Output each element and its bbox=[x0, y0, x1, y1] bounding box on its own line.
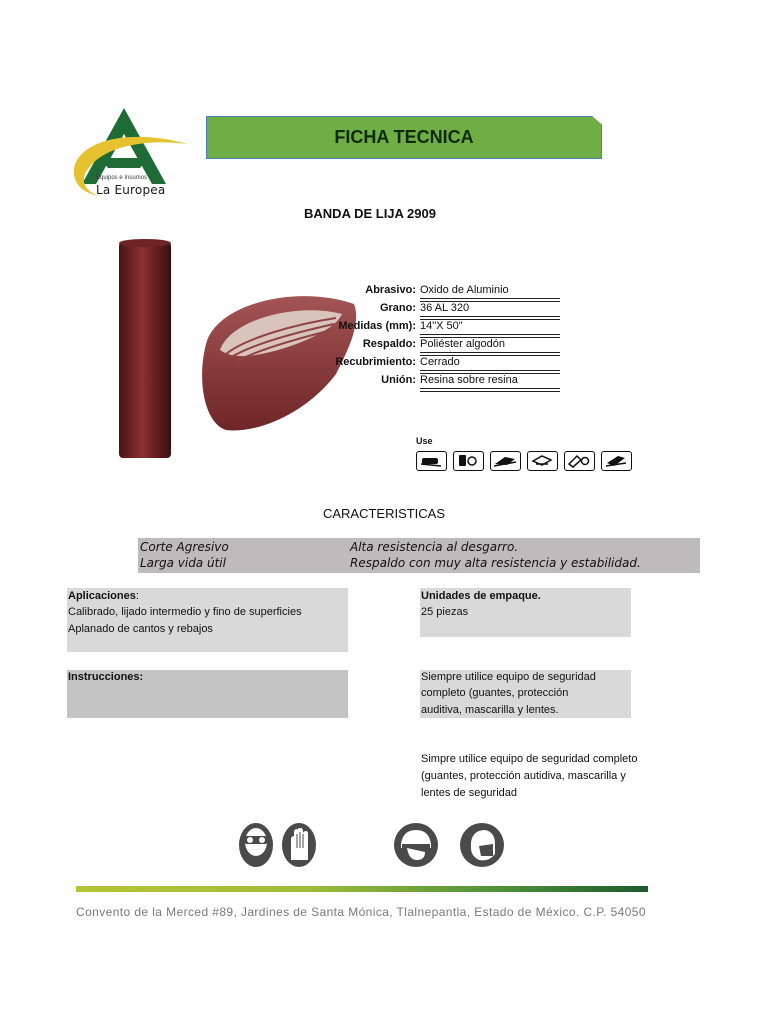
hand-tool-icon bbox=[564, 451, 595, 471]
mask-icon bbox=[459, 822, 505, 868]
gloves-icon bbox=[281, 822, 317, 868]
safety-note-line: (guantes, protección autidiva, mascarilla y bbox=[421, 770, 626, 782]
use-label: Use bbox=[416, 436, 433, 446]
ear-protection-icon bbox=[393, 822, 439, 868]
feature-item: Corte Agresivo bbox=[140, 540, 229, 554]
applications-title: Aplicaciones: bbox=[68, 590, 139, 602]
belt-grinder-icon bbox=[601, 451, 632, 471]
spec-label: Respaldo: bbox=[362, 338, 416, 350]
spec-value: Cerrado bbox=[420, 356, 460, 368]
spec-label: Medidas (mm): bbox=[338, 320, 416, 332]
spec-value: Resina sobre resina bbox=[420, 374, 518, 386]
spec-value: Poliéster algodón bbox=[420, 338, 506, 350]
spec-label: Grano: bbox=[379, 302, 416, 314]
packaging-value: 25 piezas bbox=[421, 606, 469, 618]
spec-divider bbox=[420, 391, 560, 392]
section-title: CARACTERISTICAS bbox=[322, 506, 446, 521]
spec-value: 36 AL 320 bbox=[420, 302, 470, 314]
instructions-title: Instrucciones: bbox=[68, 671, 144, 683]
angle-tool-icon bbox=[527, 451, 558, 471]
spec-label: Unión: bbox=[381, 374, 416, 386]
applications-line: Aplanado de cantos y rebajos bbox=[68, 623, 213, 635]
logo-name: La Europea bbox=[96, 183, 166, 197]
sanding-roll-image bbox=[116, 238, 174, 462]
logo-tagline: Equipos e Insumos bbox=[96, 175, 148, 181]
goggles-icon bbox=[238, 822, 274, 868]
spec-divider bbox=[420, 316, 560, 317]
spec-label: Recubrimiento: bbox=[335, 356, 416, 368]
footer-address: Convento de la Merced #89, Jardines de Santa Mónica, Tlalnepantla, Estado de México. C.P. 54050 bbox=[76, 905, 646, 919]
drum-sander-icon bbox=[453, 451, 484, 471]
spec-value: 14"X 50" bbox=[420, 320, 463, 332]
safety-note-line: lentes de seguridad bbox=[421, 787, 518, 799]
safety-line: auditiva, mascarilla y lentes. bbox=[421, 704, 559, 716]
page-title: FICHA TECNICA bbox=[334, 127, 474, 147]
applications-line: Calibrado, lijado intermedio y fino de superficies bbox=[68, 606, 302, 618]
spec-divider bbox=[420, 352, 560, 353]
product-title: BANDA DE LIJA 2909 bbox=[304, 206, 436, 221]
feature-item: Larga vida útil bbox=[140, 556, 226, 570]
spec-label: Abrasivo: bbox=[365, 284, 416, 296]
spec-value: Oxido de Aluminio bbox=[420, 284, 509, 296]
feature-item: Alta resistencia al desgarro. bbox=[350, 540, 519, 554]
safety-line: Siempre utilice equipo de seguridad bbox=[421, 671, 596, 683]
sander-icon bbox=[416, 451, 447, 471]
spec-divider bbox=[420, 388, 560, 389]
spec-divider bbox=[420, 370, 560, 371]
belt-sander-icon bbox=[490, 451, 521, 471]
safety-line: completo (guantes, protección bbox=[421, 687, 569, 699]
spec-divider bbox=[420, 334, 560, 335]
packaging-title: Unidades de empaque. bbox=[421, 590, 541, 602]
feature-item: Respaldo con muy alta resistencia y estabilidad. bbox=[350, 556, 641, 570]
spec-divider bbox=[420, 298, 560, 299]
safety-note-line: Simpre utilice equipo de seguridad completo bbox=[421, 753, 638, 765]
footer-bar bbox=[76, 886, 648, 892]
